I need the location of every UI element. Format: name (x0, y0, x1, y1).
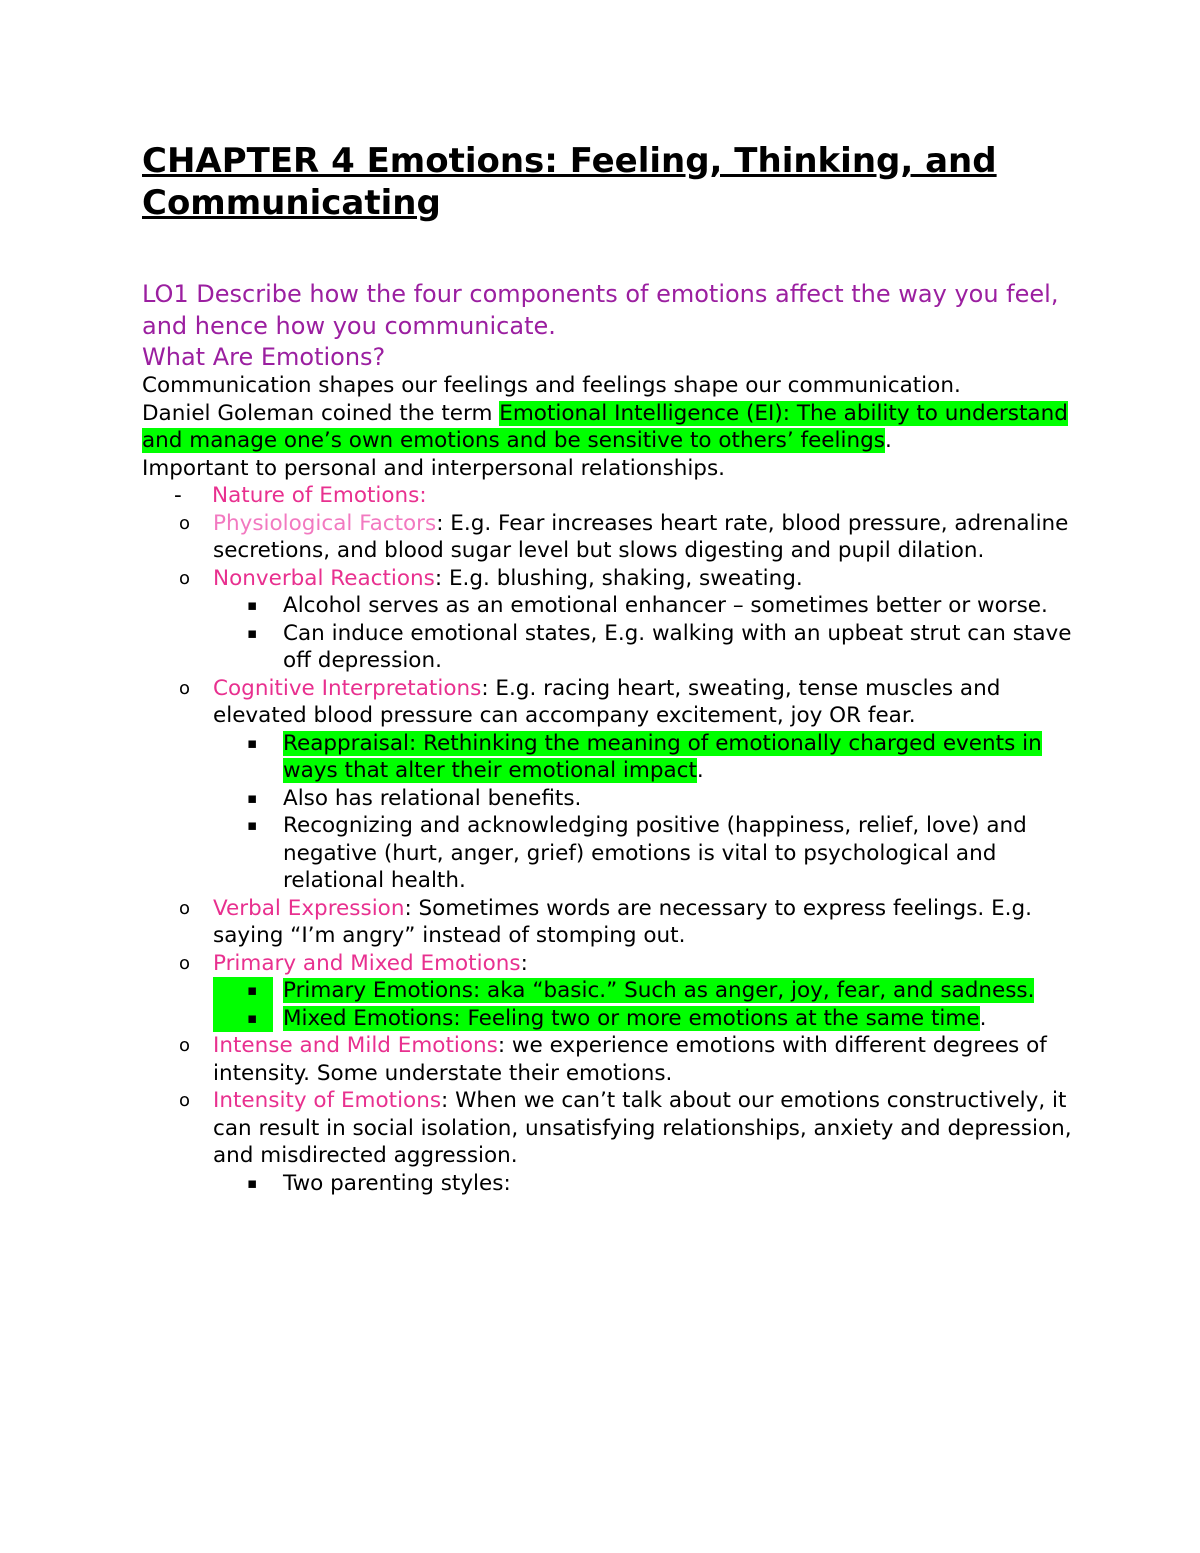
list-item-induce (213, 620, 1072, 675)
physiological-text: : E.g. Fear increases heart rate, blood pressure, adrenaline secretions, and blood sugar level but slows digesting and pupil dilation. (213, 510, 1069, 563)
square-bullet-icon: ▪ (247, 596, 258, 614)
nonverbal-label: Nonverbal Reactions (213, 565, 435, 591)
nonverbal-text: : E.g. blushing, shaking, sweating. (434, 565, 803, 591)
cognitive-text: : E.g. racing heart, sweating, tense muscles and elevated blood pressure can accompany excitement, joy OR fear. (213, 675, 1001, 728)
list-item-recognizing (213, 812, 1072, 895)
circle-bullet-icon: o (179, 952, 191, 974)
list-item-alcohol (213, 592, 1072, 620)
square-bullet-icon: ▪ (247, 733, 258, 752)
reappraisal-highlight: Reappraisal: Rethinking the meaning of emotionally charged events in ways that alter their emotional impact (283, 730, 1042, 783)
intensity-sublist (213, 1170, 1072, 1198)
paragraph-important: Important to personal and interpersonal relationships. (142, 455, 725, 481)
circle-bullet-icon: o (179, 677, 191, 699)
list-item-verbal (142, 895, 1072, 950)
document-page (142, 140, 1072, 1197)
list-item-physiological (142, 510, 1072, 565)
parenting-text: Two parenting styles: (283, 1170, 511, 1196)
verbal-label: Verbal Expression (213, 895, 405, 921)
paragraph-communication: Communication shapes our feelings and feelings shape our communication. (142, 373, 961, 398)
goleman-period: . (884, 428, 892, 453)
square-bullet-icon: ▪ (213, 1005, 273, 1033)
intense-mild-text: : we experience emotions with different degrees of intensity. Some understate their emotions. (213, 1033, 1047, 1086)
mixed-highlight: Mixed Emotions: Feeling two or more emotions at the same time (283, 1005, 980, 1031)
circle-bullet-icon: o (179, 897, 191, 919)
circle-bullet-icon: o (179, 1090, 191, 1111)
list-item-relational (213, 785, 1072, 813)
cognitive-sublist (213, 730, 1072, 895)
induce-text: Can induce emotional states, E.g. walking with an upbeat strut can stave off depression. (283, 620, 1072, 673)
verbal-text: : Sometimes words are necessary to express feelings. E.g. saying “I’m angry” instead of stomping out. (213, 895, 1032, 948)
primary-mixed-label: Primary and Mixed Emotions (213, 950, 521, 976)
list-item-cognitive (142, 675, 1072, 895)
mixed-period: . (979, 1005, 987, 1031)
square-bullet-icon: ▪ (213, 977, 273, 1005)
list-item-intense-mild (142, 1032, 1072, 1087)
section-heading: What Are Emotions? (142, 343, 386, 371)
learning-objective-1: LO1 Describe how the four components of emotions affect the way you feel, and hence how you communicate. (142, 280, 1059, 340)
list-item-reappraisal (213, 730, 1072, 785)
paragraph-goleman (142, 400, 1072, 455)
list-item-parenting (213, 1170, 1072, 1198)
list-item-mixed (213, 1005, 1072, 1033)
chapter-title: CHAPTER 4 Emotions: Feeling, Thinking, and Communicating (142, 141, 997, 223)
outline-list (142, 482, 1072, 1197)
physiological-label: Physiological Factors (213, 510, 437, 536)
square-bullet-icon: ▪ (247, 816, 258, 834)
primary-mixed-colon: : (520, 950, 528, 976)
reappraisal-period: . (696, 758, 704, 783)
intense-mild-label: Intense and Mild Emotions (213, 1033, 498, 1058)
primary-highlight: Primary Emotions: aka “basic.” Such as anger, joy, fear, and sadness. (283, 978, 1035, 1003)
alcohol-text: Alcohol serves as an emotional enhancer – sometimes better or worse. (283, 593, 1048, 618)
circle-bullet-icon: o (179, 1035, 191, 1056)
dash-bullet-icon: - (174, 483, 182, 508)
goleman-text: Daniel Goleman coined the term (142, 400, 500, 426)
cognitive-label: Cognitive Interpretations (213, 675, 482, 701)
square-bullet-icon: ▪ (247, 1173, 258, 1192)
intensity-label: Intensity of Emotions (213, 1088, 442, 1113)
square-bullet-icon: ▪ (247, 623, 258, 642)
list-item-nonverbal (142, 565, 1072, 675)
relational-text: Also has relational benefits. (283, 785, 582, 811)
list-item-primary-mixed (142, 950, 1072, 1033)
nonverbal-sublist (213, 592, 1072, 675)
recognizing-text: Recognizing and acknowledging positive (happiness, relief, love) and negative (hurt, anger, grief) emotions is vital to psychological and relational health. (283, 813, 1027, 893)
nature-sublist (142, 510, 1072, 1198)
circle-bullet-icon: o (179, 512, 191, 534)
square-bullet-icon: ▪ (247, 788, 258, 807)
intensity-text: : When we can’t talk about our emotions constructively, it can result in social isolation, unsatisfying relationships, anxiety and depression, and misdirected aggression. (213, 1088, 1072, 1168)
circle-bullet-icon: o (179, 567, 191, 589)
list-item-primary (213, 977, 1072, 1005)
ei-highlight: Emotional Intelligence (EI): The ability to understand and manage one’s own emotions and be sensitive to others’ feelings (142, 400, 1068, 453)
primary-mixed-sublist (213, 977, 1072, 1032)
list-item-nature (142, 482, 1072, 1197)
nature-label: Nature of Emotions: (212, 483, 427, 508)
list-item-intensity (142, 1087, 1072, 1197)
